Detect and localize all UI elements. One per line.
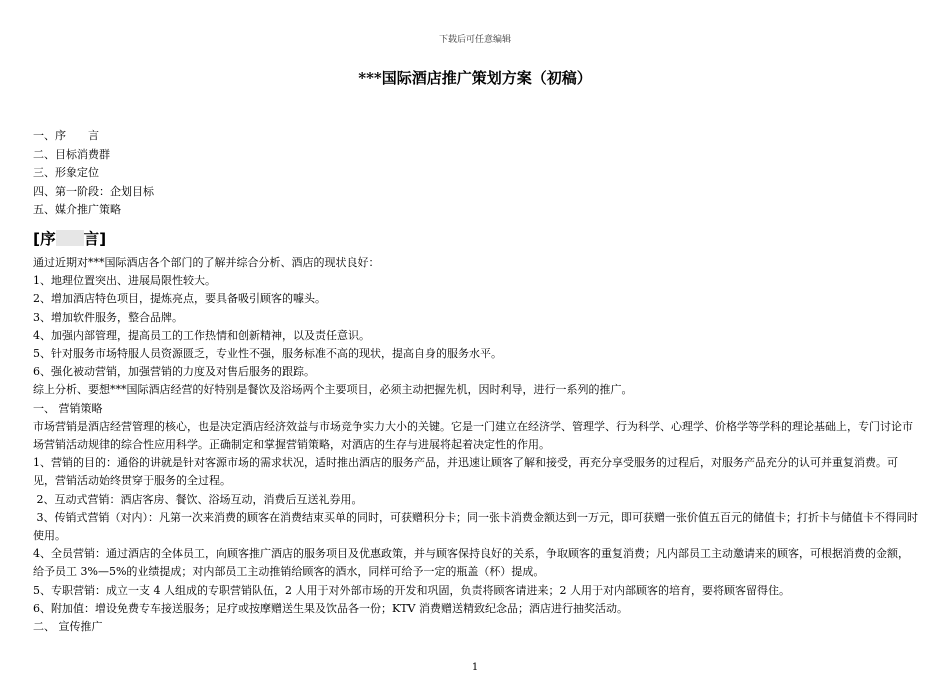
paragraph: 二、 宣传推广 [33,620,103,634]
paragraph: 6、附加值：增设免费专车接送服务；足疗或按摩赠送生果及饮品各一份；KTV 消费赠送精致纪念品；酒店进行抽奖活动。 [33,601,628,615]
paragraph: 4、加强内部管理，提高员工的工作热情和创新精神，以及责任意识。 [33,328,370,342]
paragraph: 市场营销是酒店经营管理的核心，也是决定酒店经济效益与市场竞争实力大小的关键。它是一门建立在经济学、管理学、行为科学、心理学、价格学等学科的理论基础上，专门讨论市场营销活动规律的综合性应用科学。正确制定和掌握营销策略，对酒店的生存与进展将起着决定性的作用。 [33,419,913,452]
paragraph: 6、强化被动营销，加强营销的力度及对售后服务的跟踪。 [33,365,315,379]
paragraph: 1、地理位置突出、进展局限性较大。 [33,274,216,288]
toc-item: 五、媒介推广策略 [33,203,121,217]
paragraph: 2、增加酒店特色项目，提炼亮点，要具备吸引顾客的噱头。 [33,292,326,306]
section-heading-preface [33,227,106,249]
section-heading-close: 言] [83,230,107,248]
table-of-contents [33,127,154,220]
paragraph: 综上分析、要想***国际酒店经营的好特别是餐饮及浴场两个主要项目，必须主动把握先机，因时利导，进行一系列的推广。 [33,383,633,397]
paragraph: 4、全员营销：通过酒店的全体员工，向顾客推广酒店的服务项目及优惠政策，并与顾客保持良好的关系，争取顾客的重复消费；凡内部员工主动邀请来的顾客，可根据消费的金额，给予员工 3%—5%的业绩提成；对内部员工主动推销给顾客的酒水，同样可给予一定的瓶盖（杯）提成。 [33,547,909,579]
toc-item: 一、序 言 [33,129,99,142]
document-body [33,254,919,636]
toc-item: 四、第一阶段：企划目标 [33,184,154,198]
paragraph: 5、专职营销：成立一支 4 人组成的专职营销队伍，2 人用于对外部市场的开发和巩固，负责将顾客请进来；2 人用于对内部顾客的培育，要将顾客留得住。 [33,583,790,597]
page-number: 1 [471,662,479,673]
paragraph: 一、 营销策略 [33,401,103,415]
paragraph: 通过近期对***国际酒店各个部门的了解并综合分析、酒店的现状良好： [33,256,380,269]
header-note: 下载后可任意编辑 [438,35,511,45]
paragraph: 3、传销式营销（对内）：凡第一次来消费的顾客在消费结束买单的同时，可获赠积分卡；同一张卡消费金额达到一万元，即可获赠一张价值五百元的储值卡；打折卡与储值卡不得同时使用。 [33,510,918,543]
document-title: ***国际酒店推广策划方案（初稿） [358,69,592,87]
paragraph: 1、营销的目的：通俗的讲就是针对客源市场的需求状况，适时推出酒店的服务产品，并迅速让顾客了解和接受，再充分享受服务的过程后，对服务产品充分的认可并重复消费。可见，营销活动始终贯穿于服务的全过程。 [33,456,898,488]
toc-item: 三、形象定位 [33,166,99,180]
toc-item: 二、目标消费群 [33,147,110,161]
paragraph: 3、增加软件服务，整合品牌。 [33,310,183,324]
paragraph: 2、互动式营销：酒店客房、餐饮、浴场互动，消费后互送礼券用。 [33,492,363,506]
heading-highlight-gap [56,230,84,246]
paragraph: 5、针对服务市场特服人员资源匮乏，专业性不强，服务标准不高的现状，提高自身的服务水平。 [33,347,502,361]
section-heading-open: [序 [33,230,56,248]
